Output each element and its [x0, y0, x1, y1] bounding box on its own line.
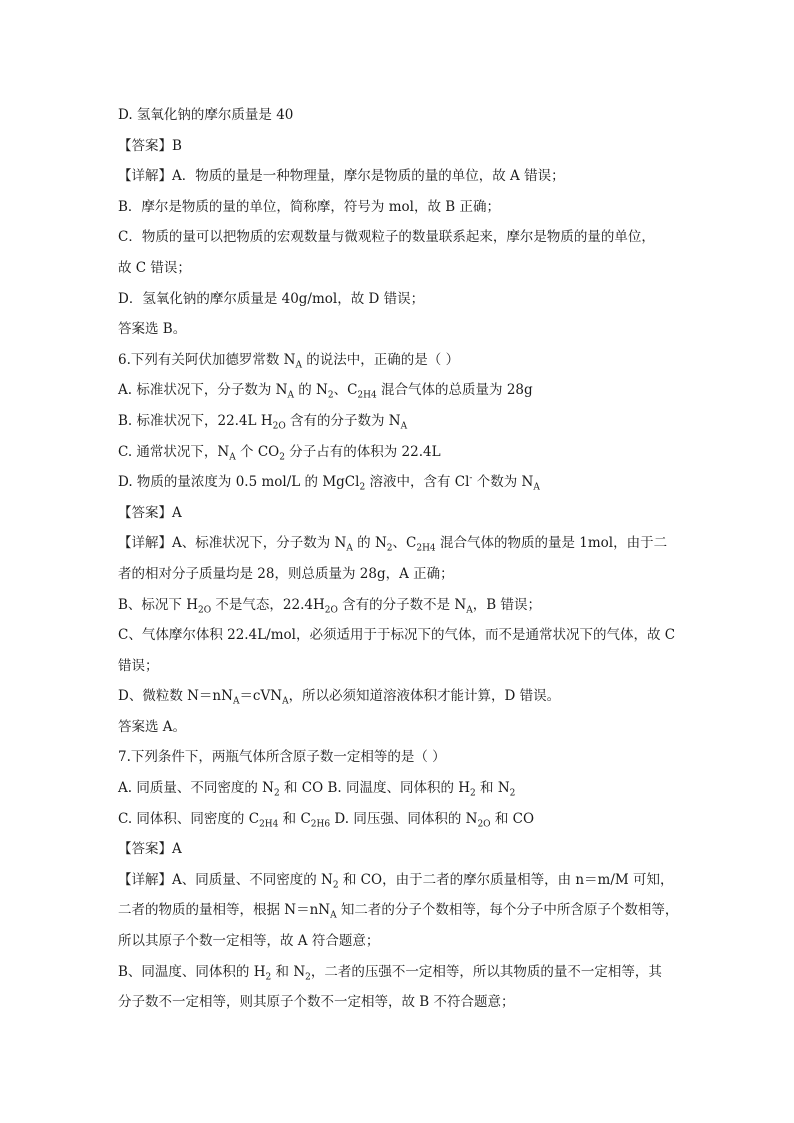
- text-line: 【详解】A．物质的量是一种物理量，摩尔是物质的量的单位，故 A 错误；: [118, 168, 565, 185]
- question-7-options-cd: C. 同体积、同密度的 $C_{2H4}$ 和 $C_{2H6}$ D. 同压强、同体积的 $N_{2O}$ 和 CO: [118, 810, 535, 830]
- text-line: 二者的物质的量相等，根据 $N=nN_A$ 知二者的分子个数相等，每个分子中所含原子个数相等，: [118, 902, 679, 922]
- question-6-option-b: B. 标准状况下，22.4L $H_{2O}$ 含有的分子数为 $N_A$: [118, 412, 408, 432]
- question-7-stem: 7.下列条件下，两瓶气体所含原子数一定相等的是（ ）: [118, 749, 446, 766]
- document-page: [118, 100, 678, 1018]
- text-line: 【详解】A、标准状况下，分子数为 $N_A$ 的 $N_2$、$C_{2H4}$ 混合气体的物质的量是 1mol，由于二: [118, 535, 668, 554]
- text-line: B．摩尔是物质的量的单位，简称摩，符号为 mol，故 B 正确；: [118, 198, 500, 215]
- answer-label: 【答案】B: [118, 137, 182, 154]
- text-line: C．物质的量可以把物质的宏观数量与微观粒子的数量联系起来，摩尔是物质的量的单位，: [118, 229, 655, 246]
- text-line: 答案选 B。: [118, 321, 187, 338]
- answer-label: 【答案】A: [118, 841, 182, 858]
- text-line: 者的相对分子质量均是 28，则总质量为 28g，A 正确；: [118, 565, 454, 582]
- text-line: 所以其原子个数一定相等，故 A 符合题意；: [118, 933, 380, 950]
- question-7-options-ab: A. 同质量、不同密度的 $N_2$ 和 CO B. 同温度、同体积的 $H_2$ 和 $N_2$: [118, 780, 516, 799]
- text-line: 【详解】A、同质量、不同密度的 $N_2$ 和 CO，由于二者的摩尔质量相等，由 n＝m/M 可知，: [118, 871, 674, 891]
- text-line: C、气体摩尔体积 22.4L/mol，必须适用于于标况下的气体，而不是通常状况下的气体，故 C: [118, 627, 676, 644]
- question-6-option-d: D. 物质的量浓度为 0.5 mol/L 的 MgCl$_2$ 溶液中，含有 Cl- 个数为 $N_A$: [118, 473, 540, 493]
- question-6-option-c: C. 通常状况下，$N_A$ 个 $CO_2$ 分子占有的体积为 22.4L: [118, 443, 441, 463]
- text-line: 故 C 错误；: [118, 259, 191, 276]
- text-line: D、微粒数 $N=nN_A=cVN_A$，所以必须知道溶液体积才能计算，D 错误。: [118, 688, 561, 707]
- text-line: 错误；: [118, 657, 159, 674]
- text-line: B、标况下 $H_{2O}$ 不是气态，$22.4H_{2O}$ 含有的分子数不是 $N_A$，B 错误；: [118, 596, 541, 616]
- text-line: D．氢氧化钠的摩尔质量是 40g/mol，故 D 错误；: [118, 290, 425, 307]
- text-line: D. 氢氧化钠的摩尔质量是 40: [118, 107, 294, 123]
- answer-label: 【答案】A: [118, 504, 182, 521]
- question-6-option-a: A. 标准状况下，分子数为 $N_A$ 的 $N_2$、$C_{2H4}$ 混合气体的总质量为 28g: [118, 382, 533, 402]
- question-6-stem: 6.下列有关阿伏加德罗常数 $N_A$ 的说法中，正确的是（ ）: [118, 351, 460, 371]
- text-line: 答案选 A。: [118, 718, 187, 735]
- text-line: B、同温度、同体积的 $H_2$ 和 $N_2$，二者的压强不一定相等，所以其物质的量不一定相等，其: [118, 963, 662, 983]
- text-line: 分子数不一定相等，则其原子个数不一定相等，故 B 不符合题意；: [118, 994, 515, 1011]
